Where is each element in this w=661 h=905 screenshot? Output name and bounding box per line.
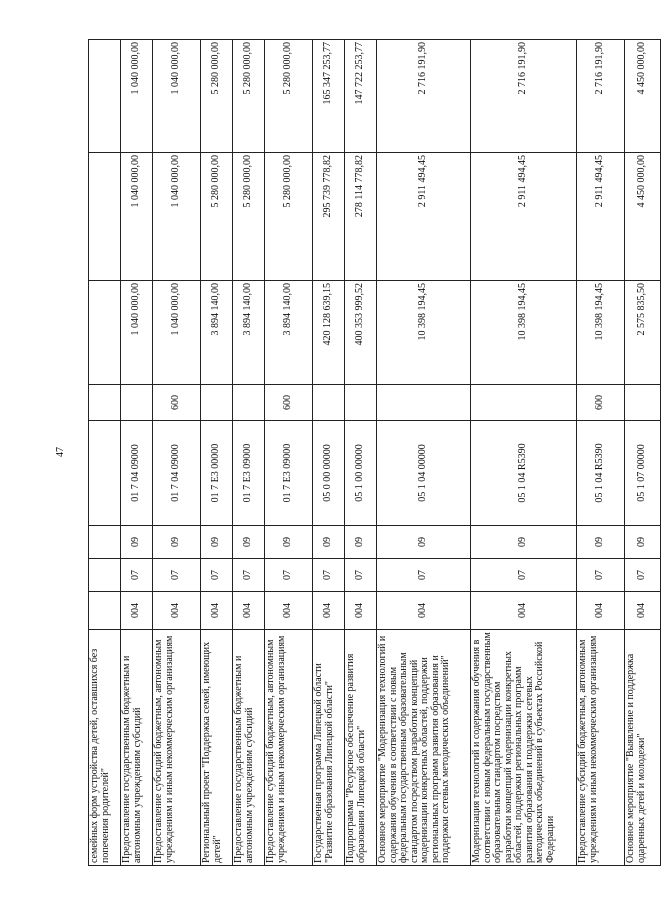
- row-sum-1: 3 894 140,00: [201, 281, 233, 385]
- row-csr: 05 1 07 00000: [625, 421, 661, 526]
- row-sum-2: 5 280 000,00: [201, 153, 233, 281]
- table-row: [153, 40, 201, 866]
- row-name: Государственная программа Липецкой области "Развитие образования Липецкой области": [313, 630, 345, 866]
- row-pr: 09: [153, 526, 201, 559]
- table-row: [201, 40, 233, 866]
- row-sum-2: 2 911 494,45: [577, 153, 625, 281]
- row-csr: 01 7 04 09000: [153, 421, 201, 526]
- row-csr: 05 1 04 R5390: [577, 421, 625, 526]
- row-sum-3: 165 347 253,77: [313, 40, 345, 153]
- row-csr: 01 7 04 09000: [121, 421, 153, 526]
- row-rz: 07: [121, 559, 153, 592]
- table-row: [233, 40, 265, 866]
- row-sum-1: 420 128 639,15: [313, 281, 345, 385]
- row-csr: 05 1 00 00000: [345, 421, 377, 526]
- row-sum-2: 1 040 000,00: [121, 153, 153, 281]
- row-sum-3: 5 280 000,00: [233, 40, 265, 153]
- row-gr: 004: [201, 592, 233, 630]
- row-pr: 09: [345, 526, 377, 559]
- row-csr: 01 7 E3 00000: [201, 421, 233, 526]
- row-rz: 07: [471, 559, 577, 592]
- row-rz: 07: [625, 559, 661, 592]
- row-vr: [625, 385, 661, 421]
- table-row: [625, 40, 661, 866]
- row-sum-3: 147 722 253,77: [345, 40, 377, 153]
- row-pr: 09: [265, 526, 313, 559]
- row-gr: 004: [265, 592, 313, 630]
- row-rz: 07: [577, 559, 625, 592]
- row-csr: 01 7 E3 09000: [233, 421, 265, 526]
- row-sum-2: 278 114 778,82: [345, 153, 377, 281]
- row-name: Предоставление субсидий бюджетным, автономным учреждениям и иным некоммерческим организациям: [577, 630, 625, 866]
- page-number: 47: [55, 447, 66, 457]
- row-gr: 004: [121, 592, 153, 630]
- row-sum-2: 295 739 778,82: [313, 153, 345, 281]
- row-sum-1: 2 575 835,50: [625, 281, 661, 385]
- row-name: Предоставление государственным бюджетным и автономным учреждениям субсидий: [233, 630, 265, 866]
- row-rz: [89, 559, 121, 592]
- row-sum-3: 2 716 191,90: [377, 40, 471, 153]
- table-row: [471, 40, 577, 866]
- row-vr: 600: [265, 385, 313, 421]
- table-row: [313, 40, 345, 866]
- row-vr: [313, 385, 345, 421]
- rotated-budget-table-area: [88, 40, 648, 866]
- row-sum-3: [89, 40, 121, 153]
- row-vr: [121, 385, 153, 421]
- row-sum-3: 2 716 191,90: [471, 40, 577, 153]
- row-gr: 004: [233, 592, 265, 630]
- row-sum-1: [89, 281, 121, 385]
- row-pr: 09: [577, 526, 625, 559]
- row-name: Региональный проект "Поддержка семей, имеющих детей": [201, 630, 233, 866]
- row-sum-1: 10 398 194,45: [471, 281, 577, 385]
- row-name: Основное мероприятие "Модернизация технологий и содержания обучения в соответствии с новым федеральным государственным образовательным стандартом посредством разработки концепций модернизации конкретных областей, поддержки региональных программ развития образования и поддержки сетевых методических объединений": [377, 630, 471, 866]
- row-rz: 07: [201, 559, 233, 592]
- row-sum-3: 1 040 000,00: [121, 40, 153, 153]
- row-pr: 09: [313, 526, 345, 559]
- row-name: Основное мероприятие "Выявление и поддержка одаренных детей и молодежи": [625, 630, 661, 866]
- row-csr: 05 1 04 R5390: [471, 421, 577, 526]
- row-sum-2: 5 280 000,00: [233, 153, 265, 281]
- row-name: Модернизация технологий и содержания обучения в соответствии с новым федеральным государственным образовательным стандартом посредством разработки концепций модернизации конкретных областей, поддержки региональных программ развития образования и поддержки сетевых методических объединений в субъектах Российской Федерации: [471, 630, 577, 866]
- row-sum-1: 10 398 194,45: [577, 281, 625, 385]
- row-csr: [89, 421, 121, 526]
- row-rz: 07: [345, 559, 377, 592]
- row-sum-2: [89, 153, 121, 281]
- row-csr: 01 7 E3 09000: [265, 421, 313, 526]
- row-sum-1: 1 040 000,00: [121, 281, 153, 385]
- table-row: [577, 40, 625, 866]
- row-name: Предоставление субсидий бюджетным, автономным учреждениям и иным некоммерческим организациям: [265, 630, 313, 866]
- row-gr: 004: [313, 592, 345, 630]
- table-row: [89, 40, 121, 866]
- row-csr: 05 0 00 00000: [313, 421, 345, 526]
- row-vr: [89, 385, 121, 421]
- row-vr: [471, 385, 577, 421]
- row-name: Подпрограмма "Ресурсное обеспечение развития образования Липецкой области": [345, 630, 377, 866]
- row-rz: 07: [377, 559, 471, 592]
- row-sum-2: 1 040 000,00: [153, 153, 201, 281]
- row-gr: [89, 592, 121, 630]
- table-row: [265, 40, 313, 866]
- row-rz: 07: [313, 559, 345, 592]
- row-sum-2: 4 450 000,00: [625, 153, 661, 281]
- row-vr: 600: [577, 385, 625, 421]
- row-gr: 004: [625, 592, 661, 630]
- row-vr: 600: [153, 385, 201, 421]
- row-name: семейных форм устройства детей, оставшихся без попечения родителей": [89, 630, 121, 866]
- row-sum-1: 3 894 140,00: [233, 281, 265, 385]
- row-sum-1: 400 353 999,52: [345, 281, 377, 385]
- row-name: Предоставление субсидий бюджетным, автономным учреждениям и иным некоммерческим организациям: [153, 630, 201, 866]
- table-row: [121, 40, 153, 866]
- row-gr: 004: [377, 592, 471, 630]
- row-vr: [345, 385, 377, 421]
- row-sum-3: 5 280 000,00: [265, 40, 313, 153]
- row-pr: 09: [121, 526, 153, 559]
- row-gr: 004: [577, 592, 625, 630]
- row-sum-3: 1 040 000,00: [153, 40, 201, 153]
- budget-table: [88, 39, 661, 866]
- row-sum-3: 2 716 191,90: [577, 40, 625, 153]
- row-csr: 05 1 04 00000: [377, 421, 471, 526]
- row-pr: 09: [233, 526, 265, 559]
- row-sum-2: 2 911 494,45: [377, 153, 471, 281]
- row-sum-3: 5 280 000,00: [201, 40, 233, 153]
- row-sum-2: 2 911 494,45: [471, 153, 577, 281]
- row-vr: [377, 385, 471, 421]
- row-sum-2: 5 280 000,00: [265, 153, 313, 281]
- row-gr: 004: [345, 592, 377, 630]
- row-vr: [233, 385, 265, 421]
- row-rz: 07: [153, 559, 201, 592]
- row-name: Предоставление государственным бюджетным и автономным учреждениям субсидий: [121, 630, 153, 866]
- row-sum-3: 4 450 000,00: [625, 40, 661, 153]
- row-sum-1: 3 894 140,00: [265, 281, 313, 385]
- row-gr: 004: [153, 592, 201, 630]
- row-pr: [89, 526, 121, 559]
- table-row: [377, 40, 471, 866]
- row-gr: 004: [471, 592, 577, 630]
- row-pr: 09: [625, 526, 661, 559]
- row-pr: 09: [377, 526, 471, 559]
- row-rz: 07: [265, 559, 313, 592]
- row-vr: [201, 385, 233, 421]
- row-pr: 09: [201, 526, 233, 559]
- row-rz: 07: [233, 559, 265, 592]
- row-pr: 09: [471, 526, 577, 559]
- row-sum-1: 1 040 000,00: [153, 281, 201, 385]
- row-sum-1: 10 398 194,45: [377, 281, 471, 385]
- table-row: [345, 40, 377, 866]
